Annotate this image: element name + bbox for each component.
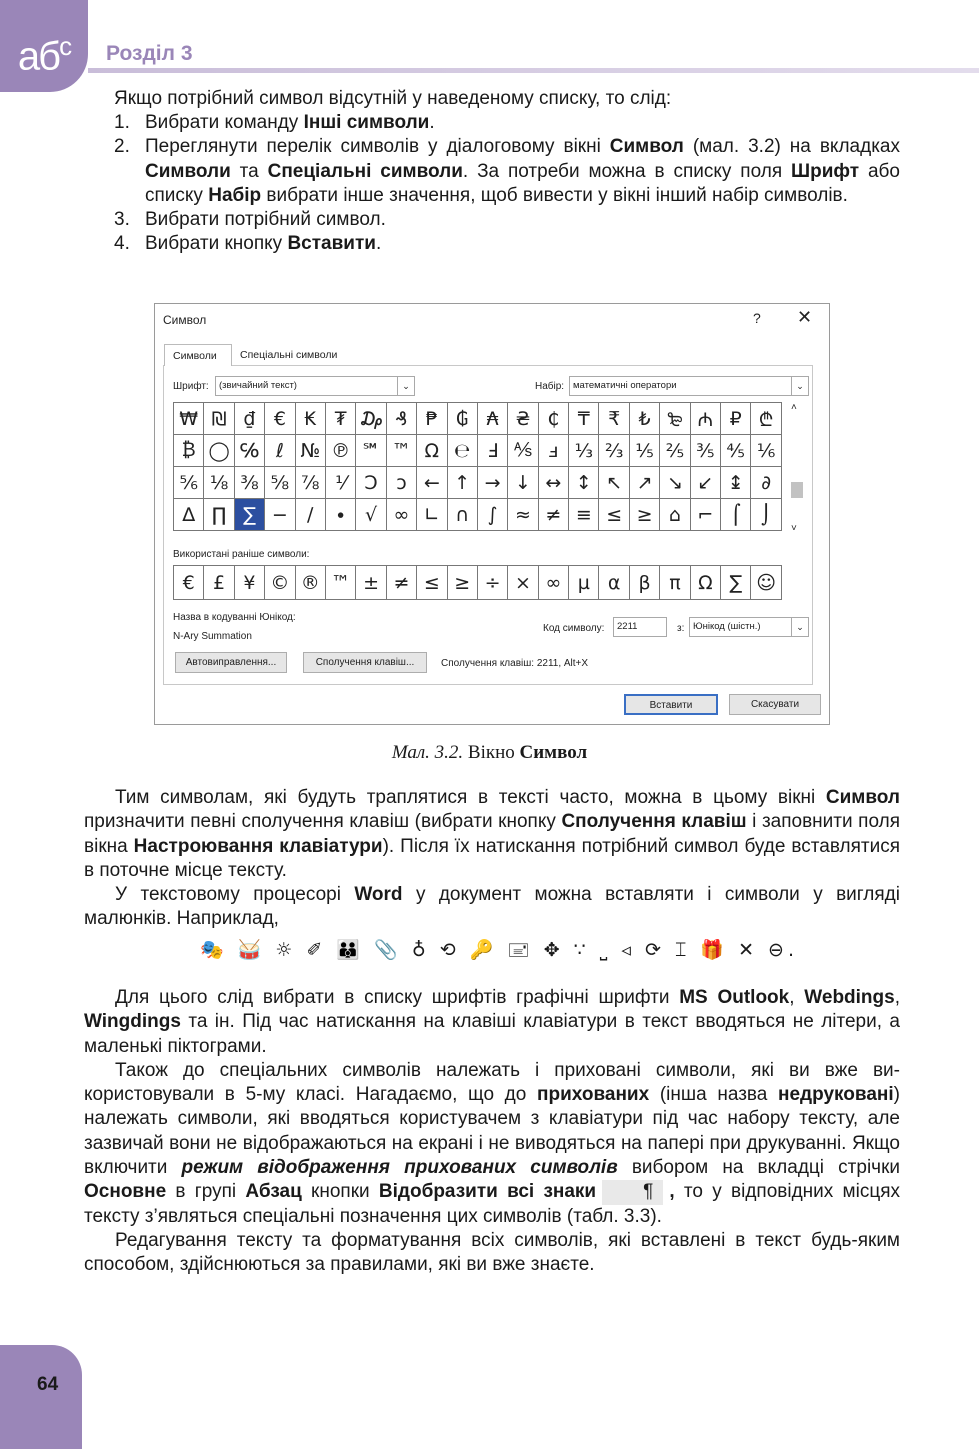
symbol-cell[interactable]: ↘ — [660, 467, 690, 499]
steps-list — [114, 111, 900, 257]
symbol-cell[interactable]: ₯ — [356, 403, 386, 435]
paragraph: Для цього слід вибрати в списку шрифтів графічні шрифти MS Outlook, Webdings, Wingdings та ін. Під час натискання на клавіші клавіатури в текст вводяться не літери, а маленькі піктограми. — [84, 987, 900, 1057]
symbol-cell[interactable]: ⌐ — [690, 499, 720, 531]
cancel-button[interactable]: Скасувати — [729, 694, 821, 715]
recent-symbol-cell[interactable]: ¥ — [234, 566, 264, 600]
symbol-cell[interactable]: ₭ — [295, 403, 325, 435]
step-item: 4. Вибрати кнопку Вставити. — [114, 232, 900, 256]
paragraph: У текстовому процесорі Word у документ можна вставляти і символи у вигляді малюнків. Наприклад, — [84, 884, 900, 930]
symbol-cell[interactable]: ⅟ — [325, 467, 355, 499]
recent-symbol-cell[interactable]: ≠ — [386, 566, 416, 600]
code-label: Код символу: — [543, 623, 605, 634]
unicode-name: N-Ary Summation — [173, 631, 252, 642]
encoding-select[interactable]: Юнікод (шістн.) ⌄ — [689, 617, 809, 637]
section-title: Розділ 3 — [106, 42, 193, 65]
subset-label: Набір: — [535, 381, 565, 392]
symbol-cell[interactable]: ◯ — [204, 435, 234, 467]
textbook-logo — [0, 0, 88, 92]
symbol-cell[interactable]: ₻ — [660, 403, 690, 435]
symbol-cell[interactable]: ⌡ — [751, 499, 781, 531]
symbol-cell[interactable]: ← — [417, 467, 447, 499]
symbol-cell[interactable]: ₴ — [508, 403, 538, 435]
symbol-cell[interactable]: ∩ — [447, 499, 477, 531]
autocorrect-button[interactable]: Автовиправлення... — [175, 652, 287, 673]
scroll-thumb[interactable] — [791, 482, 803, 498]
symbol-cell[interactable]: ↕ — [569, 467, 599, 499]
recent-symbol-cell[interactable]: ∞ — [538, 566, 568, 600]
symbol-cell[interactable]: ⅍ — [508, 435, 538, 467]
tab-symbols[interactable]: Символи — [164, 344, 232, 366]
symbol-cell[interactable]: ≠ — [538, 499, 568, 531]
symbol-row — [174, 467, 782, 499]
symbol-cell[interactable]: ⅛ — [204, 467, 234, 499]
symbol-cell[interactable]: ↑ — [447, 467, 477, 499]
chevron-down-icon: ⌄ — [397, 377, 414, 395]
recent-symbol-cell[interactable]: € — [174, 566, 204, 600]
page-number: 64 — [37, 1374, 59, 1395]
recent-symbol-cell[interactable]: ™ — [325, 566, 355, 600]
recent-row — [174, 566, 782, 600]
step-number: 1. — [114, 112, 130, 133]
symbol-cell[interactable]: ↓ — [508, 467, 538, 499]
step-number: 4. — [114, 233, 130, 255]
symbol-cell[interactable]: ↔ — [538, 467, 568, 499]
symbol-cell[interactable]: ≡ — [569, 499, 599, 531]
symbol-cell[interactable]: ₵ — [538, 403, 568, 435]
symbol-cell[interactable]: ⅞ — [295, 467, 325, 499]
symbol-cell[interactable]: ↙ — [690, 467, 720, 499]
symbol-cell[interactable]: ₾ — [751, 403, 781, 435]
recent-symbol-cell[interactable]: £ — [204, 566, 234, 600]
symbol-row — [174, 403, 782, 435]
symbol-cell[interactable]: ∕ — [295, 499, 325, 531]
font-select[interactable]: (звичайний текст) ⌄ — [215, 376, 415, 396]
font-label: Шрифт: — [173, 381, 209, 392]
recent-symbol-cell[interactable]: Ω — [690, 566, 720, 600]
recent-symbols — [173, 565, 782, 600]
body-text-2 — [84, 986, 900, 1278]
symbol-cell[interactable]: ₽ — [721, 403, 751, 435]
symbol-cell[interactable]: ₹ — [599, 403, 629, 435]
symbol-dialog — [154, 303, 830, 725]
symbol-cell[interactable]: ⅙ — [751, 435, 781, 467]
symbol-cell[interactable]: ⅔ — [599, 435, 629, 467]
pictogram-examples: 🎭 🥁 ☼ ✐ 👪 📎 ♁ ⟲ 🔑 🖃 ✥ ∵ ⎵ ◃ ⟳ ⌶ 🎁 ✕ ⊖. — [200, 939, 799, 961]
symbol-cell[interactable]: ≤ — [599, 499, 629, 531]
recent-symbol-cell[interactable]: ≤ — [417, 566, 447, 600]
paragraph: Тим символам, які будуть траплятися в тексті часто, можна в цьому вікні Символ призначити певні сполучення клавіш (вибрати кнопку Сполучення клавіш і заповнити поля вікна Настроювання клавіатури). Після їх натискання потрібний символ буде вставлятися в поточне місце тексту. — [84, 787, 900, 881]
symbol-cell[interactable]: ∏ — [204, 499, 234, 531]
recent-symbol-cell[interactable]: ≥ — [447, 566, 477, 600]
symbol-cell[interactable]: ₱ — [417, 403, 447, 435]
tab-special-symbols[interactable]: Спеціальні символи — [240, 349, 338, 361]
recent-symbol-cell[interactable]: ® — [295, 566, 325, 600]
figure-caption: Мал. 3.2. Вікно Символ — [391, 742, 588, 763]
recent-symbol-cell[interactable]: ± — [356, 566, 386, 600]
symbol-cell[interactable]: ₲ — [447, 403, 477, 435]
scroll-down-icon[interactable]: ˅ — [791, 523, 797, 534]
symbol-cell[interactable]: Ⅎ — [477, 435, 507, 467]
recent-label: Використані раніше символи: — [173, 549, 310, 560]
symbol-cell[interactable]: √ — [356, 499, 386, 531]
paragraph: Редагування тексту та форматування всіх символів, які вставлені в текст будь-яким способом, здійснюються за правилами, які ви вже знаєте. — [84, 1229, 900, 1276]
symbol-cell[interactable]: ₪ — [204, 403, 234, 435]
symbol-cell[interactable]: − — [265, 499, 295, 531]
symbol-cell[interactable]: ≈ — [508, 499, 538, 531]
logo-sup: с — [59, 31, 71, 61]
symbol-row — [174, 499, 782, 531]
symbol-cell[interactable]: ™ — [386, 435, 416, 467]
symbol-cell[interactable]: ₩ — [174, 403, 204, 435]
scroll-up-icon[interactable]: ˄ — [791, 402, 797, 413]
help-icon[interactable]: ? — [753, 310, 761, 326]
symbol-cell[interactable]: ⅜ — [234, 467, 264, 499]
symbol-cell[interactable]: ℗ — [325, 435, 355, 467]
symbol-cell[interactable]: ⅖ — [660, 435, 690, 467]
symbol-cell[interactable]: ⅚ — [174, 467, 204, 499]
symbol-cell[interactable]: → — [477, 467, 507, 499]
symbol-cell[interactable]: Ↄ — [356, 467, 386, 499]
symbol-cell[interactable]: ₸ — [569, 403, 599, 435]
symbol-grid — [173, 402, 782, 531]
symbol-cell[interactable]: ℮ — [447, 435, 477, 467]
symbol-cell[interactable]: ⅕ — [629, 435, 659, 467]
symbol-cell[interactable]: ∙ — [325, 499, 355, 531]
symbol-cell[interactable]: ≥ — [629, 499, 659, 531]
body-text-1 — [84, 786, 900, 932]
symbol-cell[interactable]: ℅ — [234, 435, 264, 467]
symbol-cell[interactable]: ∑ — [234, 499, 264, 531]
step-item: 2. Переглянути перелік символів у діалоговому вікні Символ (мал. 3.2) на вкладках Символи та Спеціальні символи. За потреби можна в списку поля Шрифт або списку Набір вибрати інше значення, щоб вивести у вікні інший набір символів. — [114, 136, 900, 206]
symbol-cell[interactable]: ∞ — [386, 499, 416, 531]
dialog-title: Символ — [163, 313, 207, 327]
symbol-cell[interactable]: ₳ — [477, 403, 507, 435]
symbol-cell[interactable]: ℓ — [265, 435, 295, 467]
chevron-down-icon: ⌄ — [791, 618, 808, 636]
symbol-cell[interactable]: ⅎ — [538, 435, 568, 467]
recent-symbol-cell[interactable]: ÷ — [477, 566, 507, 600]
recent-symbol-cell[interactable]: ∑ — [721, 566, 751, 600]
show-hidden-marks-icon: ¶ — [602, 1180, 663, 1204]
symbol-cell[interactable]: ⅗ — [690, 435, 720, 467]
shortcut-info: Сполучення клавіш: 2211, Alt+X — [441, 658, 589, 669]
symbol-cell[interactable]: ₮ — [325, 403, 355, 435]
recent-symbol-cell[interactable]: π — [660, 566, 690, 600]
symbol-cell[interactable]: ⅓ — [569, 435, 599, 467]
symbol-cell[interactable]: ∟ — [417, 499, 447, 531]
recent-symbol-cell[interactable]: α — [599, 566, 629, 600]
symbol-cell[interactable]: ₰ — [386, 403, 416, 435]
chevron-down-icon: ⌄ — [791, 377, 808, 395]
subset-select[interactable]: математичні оператори ⌄ — [569, 376, 809, 396]
recent-symbol-cell[interactable]: β — [629, 566, 659, 600]
paragraph: Також до спеціальних символів належать і приховані символи, які ви вже використовували в 5-му класі. Нагадаємо, що до прихованих (інша назва недруковані) належать символи, які вводяться користувачем з клавіатури під час набору тексту, але зазвичай вони не відображаються на екрані і не виводяться на папері при друкуванні. Якщо включити режим відображення прихованих символів вибором на вкладці стрічки Основне в групі Абзац кнопки Відобразити всі знаки ¶ , то у відповідних місцях тексту з’являться спеціальні позначення цих символів (табл. 3.3). — [84, 1059, 900, 1227]
symbol-cell[interactable]: ₺ — [629, 403, 659, 435]
step-number: 3. — [114, 209, 130, 231]
symbol-cell[interactable]: ∫ — [477, 499, 507, 531]
close-icon[interactable]: ✕ — [797, 307, 813, 327]
shortcut-key-button[interactable]: Сполучення клавіш... — [303, 652, 427, 673]
symbol-cell[interactable]: ⅘ — [721, 435, 751, 467]
symbol-cell[interactable]: ⌠ — [721, 499, 751, 531]
intro-text: Якщо потрібний символ відсутній у наведеному списку, то слід: — [114, 88, 672, 109]
unicode-name-label: Назва в кодуванні Юнікод: — [173, 612, 296, 623]
page-number-tab — [0, 1345, 82, 1449]
symbol-cell[interactable]: ⅝ — [265, 467, 295, 499]
recent-symbol-cell[interactable]: µ — [569, 566, 599, 600]
step-number: 2. — [114, 136, 130, 158]
step-item: 3. Вибрати потрібний символ. — [114, 208, 900, 232]
symbol-cell[interactable]: ↨ — [721, 467, 751, 499]
symbol-cell[interactable]: ↗ — [629, 467, 659, 499]
symbol-cell[interactable]: Ω — [417, 435, 447, 467]
header-rule — [88, 68, 979, 73]
symbol-row — [174, 435, 782, 467]
symbol-cell[interactable]: ₼ — [690, 403, 720, 435]
logo-text: аб — [17, 34, 60, 79]
symbol-cell[interactable]: № — [295, 435, 325, 467]
symbol-cell[interactable]: ₫ — [234, 403, 264, 435]
step-item: 1. Вибрати команду Інші символи. — [114, 111, 900, 135]
recent-symbol-cell[interactable]: © — [265, 566, 295, 600]
symbol-cell[interactable]: ↄ — [386, 467, 416, 499]
recent-symbol-cell[interactable]: × — [508, 566, 538, 600]
code-input[interactable]: 2211 — [613, 617, 667, 637]
symbol-cell[interactable]: ↖ — [599, 467, 629, 499]
symbol-cell[interactable]: € — [265, 403, 295, 435]
recent-symbol-cell[interactable]: ☺ — [751, 566, 781, 600]
symbol-cell[interactable]: ₿ — [174, 435, 204, 467]
grid-scrollbar[interactable] — [789, 402, 805, 534]
insert-button[interactable]: Вставити — [624, 694, 718, 715]
symbol-cell[interactable]: ⌂ — [660, 499, 690, 531]
symbol-cell[interactable]: ∆ — [174, 499, 204, 531]
symbol-cell[interactable]: ∂ — [751, 467, 781, 499]
symbol-cell[interactable]: ℠ — [356, 435, 386, 467]
from-label: з: — [677, 623, 685, 634]
